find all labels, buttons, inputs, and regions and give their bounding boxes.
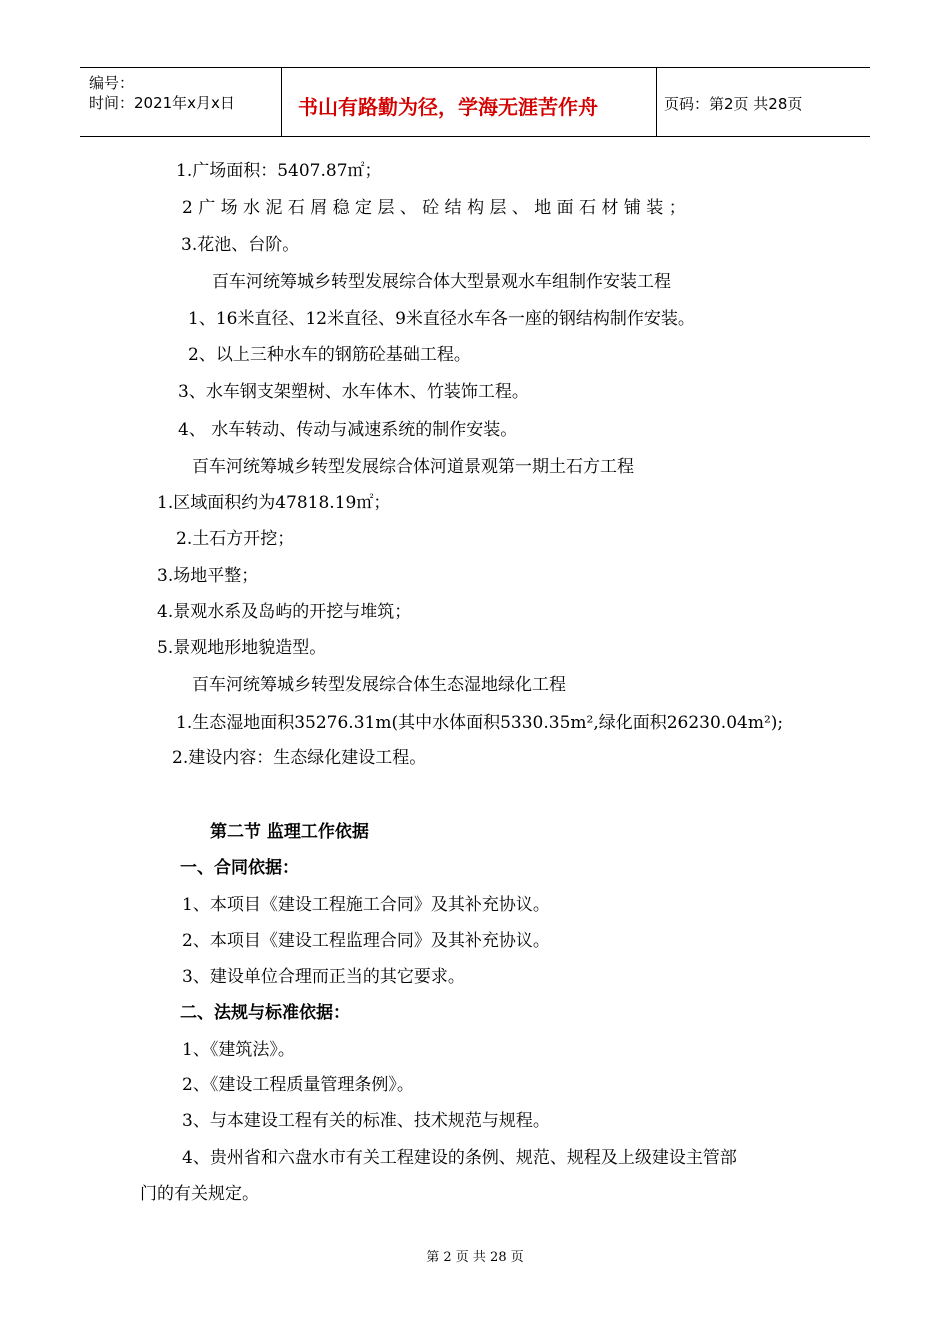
body-line: 3.场地平整； [157,566,259,586]
body-line: 2 广 场 水 泥 石 屑 稳 定 层 、 砼 结 构 层 、 地 面 石 材 铺 装 ； [182,198,686,218]
body-line: 1、16米直径、12米直径、9米直径水车各一座的钢结构制作安装。 [188,309,695,329]
list-item: 1、本项目《建设工程施工合同》及其补充协议。 [182,895,550,915]
header-page-number: 页码：第2页 共28页 [664,95,803,113]
body-line: 2.土石方开挖； [176,529,295,549]
subsection-title: 一、合同依据： [180,858,299,878]
body-heading-line: 百车河统筹城乡转型发展综合体大型景观水车组制作安装工程 [212,272,671,292]
header-motto: 书山有路勤为径，学海无涯苦作舟 [298,95,598,119]
page-footer: 第 2 页 共 28 页 [426,1250,524,1265]
body-line: 4.景观水系及岛屿的开挖与堆筑； [157,602,412,622]
body-line: 3、水车钢支架塑树、水车体木、竹装饰工程。 [178,382,529,402]
body-line: 1.生态湿地面积35276.31m(其中水体面积5330.35m²,绿化面积26230.04m²); [176,713,784,733]
body-line: 2.建设内容：生态绿化建设工程。 [172,748,427,768]
body-line: 2、以上三种水车的钢筋砼基础工程。 [188,345,471,365]
body-heading-line: 百车河统筹城乡转型发展综合体河道景观第一期土石方工程 [192,457,634,477]
section-title: 第二节 监理工作依据 [210,822,369,842]
list-item: 1、《建筑法》。 [182,1040,295,1060]
list-item: 2、本项目《建设工程监理合同》及其补充协议。 [182,931,550,951]
body-line: 1.区域面积约为47818.19㎡； [157,493,391,513]
list-item: 2、《建设工程质量管理条例》。 [182,1075,414,1095]
list-item: 4、贵州省和六盘水市有关工程建设的条例、规范、规程及上级建设主管部 [182,1148,737,1168]
doc-number-label: 编号： [89,74,135,92]
subsection-title: 二、法规与标准依据： [180,1003,350,1023]
header-page-cell [656,68,870,136]
list-item: 3、建设单位合理而正当的其它要求。 [182,967,465,987]
body-line: 4、 水车转动、传动与减速系统的制作安装。 [178,420,518,440]
list-item: 门的有关规定。 [140,1184,259,1204]
header-motto-cell [281,68,657,136]
body-line: 5.景观地形地貌造型。 [157,638,327,658]
body-heading-line: 百车河统筹城乡转型发展综合体生态湿地绿化工程 [192,675,566,695]
body-line: 3.花池、台阶。 [181,235,300,255]
doc-time-label: 时间：2021年x月x日 [89,94,235,112]
header-meta [80,68,280,136]
document-header [80,67,870,137]
list-item: 3、与本建设工程有关的标准、技术规范与规程。 [182,1111,550,1131]
body-line: 1.广场面积：5407.87㎡； [176,161,382,181]
